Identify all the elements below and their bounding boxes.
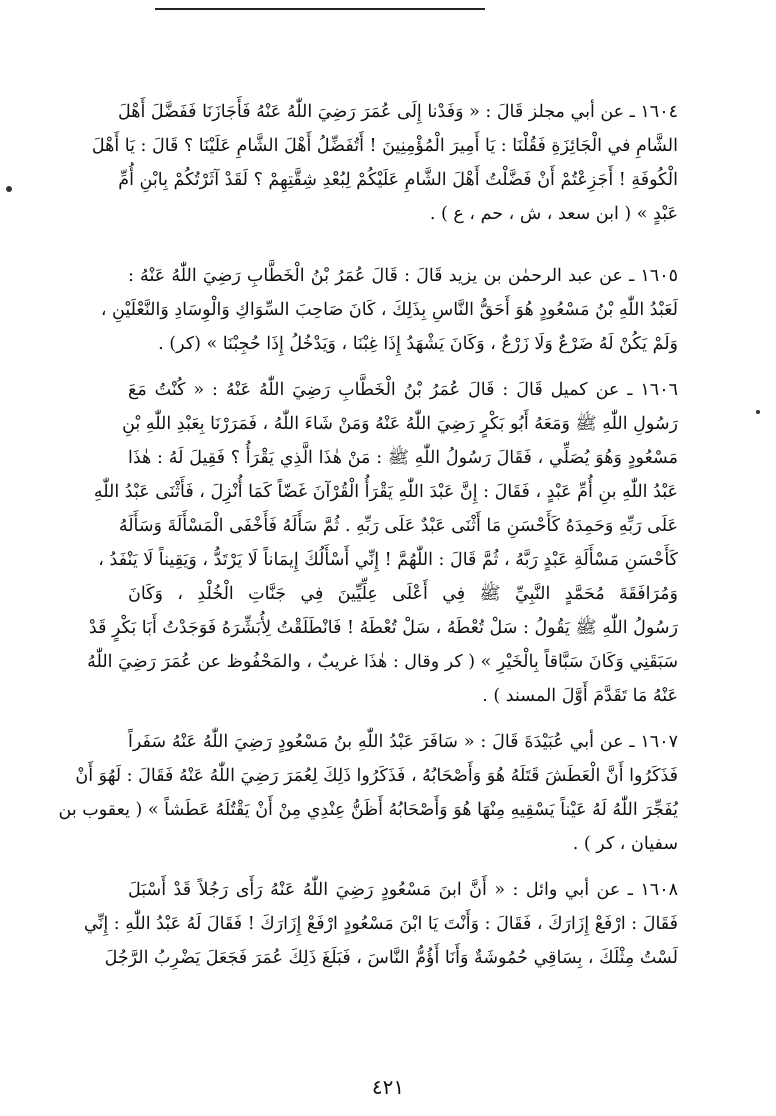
text-line: سَبَقَنِي وَكَانَ سَبَّاقاً بِالْخَيْرِ » ( كر وقال : هٰذَا غريبٌ ، والمَحْفُوظ عن عُمَرَ رَضِيَ اللّٰهُ [87,652,678,672]
text-line: عَبْدُ اللّٰهِ بنِ أُمِّ عَبْدٍ ، فَقَالَ : إِنَّ عَبْدَ اللّٰهِ يَقْرَأُ الْقُرْآنَ غَضّاً كَمَا أُنْزِلَ ، فَأَثْنَى عَبْدُ اللّٰهِ [93,482,678,502]
text-line: عَلَى رَبِّهِ وَحَمِدَهُ كَأَحْسَنِ مَا أَثْنَى عَبْدٌ عَلَى رَبِّهِ . ثُمَّ سَأَلَهُ فَأَخْفَى الْمَسْأَلَةَ وَسَأَلَهُ [118,516,678,536]
text-line: فَذَكَرُوا أَنَّ الْعَطَشَ قَتَلَهُ هُوَ وَأَصْحَابُهُ ، فَذَكَرُوا ذَلِكَ لِعُمَرَ رَضِيَ اللّٰهُ عَنْهُ فَقَالَ : لَهُوَ أَنْ [75,766,678,786]
text-line: سفيان ، كر ) . [572,834,678,854]
margin-mark [6,186,12,192]
text-line: ١٦٠٨ ـ عن أبي وائل : « أَنَّ ابنَ مَسْعُودٍ رَضِيَ اللّٰهُ عَنْهُ رَأَى رَجُلاً قَدْ أَسْبَلَ [128,880,678,900]
entry-1605 [100,259,678,361]
text-line: يُفَجِّرَ اللّٰهُ لَهُ عَيْناً يَسْقِيهِ مِنْهَا هُوَ وَأَصْحَابُهُ أَظَنُّ عِنْدِي مِنْ أَنْ يَقْتُلَهُ عَطَشاً » ( يعقوب بن [58,800,678,820]
text-line: عَنْهُ مَا تَقَدَّمَ أَوَّلَ المسند ) . [482,686,678,706]
text-line: وَمُرَافَقَةَ مُحَمَّدٍ النَّبِيِّ ﷺ فِي أَعْلَى عِلِّيِّينَ فِي جَنَّاتِ الْخُلْدِ ، وَكَانَ [128,584,678,604]
text-line: ١٦٠٤ ـ عن أبي مجلز قَالَ : « وَفَدْنا إِلَى عُمَرَ رَضِيَ اللّٰهُ عَنْهُ فَأَجَازَنَا فَفَضَّلَ أَهْلَ [117,102,678,122]
text-line: فَقَالَ : ارْفَعْ إِزَارَكَ ، فَقَالَ : وَأَنْتَ يَا ابْنَ مَسْعُودٍ ارْفَعْ إِزَارَكَ ! فَقَالَ لَهُ عَبْدُ اللّٰهِ : إِنِّي [83,914,678,934]
entry-1607 [58,725,678,861]
entry-1604 [91,95,678,231]
text-line: لَسْتُ مِثْلَكَ ، بِسَاقِي حُمُوشَةٌ وَأَنَا أَؤُمُّ النَّاسَ ، فَبَلَغَ ذَلِكَ عُمَرَ فَجَعَلَ يَضْرِبُ الرَّجُلَ [104,948,678,968]
text-line: وَلَمْ يَكُنْ لَهُ ضَرْعٌ وَلَا زَرْعٌ ، وَكَانَ يَشْهَدُ إِذَا غِبْنَا ، وَيَدْخُلُ إِذَا حُجِبْنَا » (كر) . [158,334,678,354]
text-line: ١٦٠٧ ـ عن أبي عُبَيْدَةَ قَالَ : « سَافَرَ عَبْدُ اللّٰهِ بنُ مَسْعُودٍ رَضِيَ اللّٰهُ عَنْهُ سَفَراً [128,732,678,752]
margin-mark [756,410,760,414]
text-line: مَسْعُودٍ وَهُوَ يُصَلِّي ، فَقَالَ رَسُولُ اللّٰهِ ﷺ : مَنْ هٰذَا الَّذِي يَقْرَأُ ؟ فَقِيلَ لَهُ : هٰذَا [128,448,678,468]
text-line: كَأَحْسَنِ مَسْأَلَةِ عَبْدٍ رَبَّهُ ، ثُمَّ قَالَ : اللّٰهُمَّ ! إِنِّي أَسْأَلُكَ إِيمَاناً لَا يَرْتَدُّ ، وَيَقِيناً لَا يَنْفَدُ ، [98,550,678,570]
page-number: ٤٢١ [371,1075,405,1099]
entry-1608 [83,873,678,975]
text-line: الْكُوفَةِ ! أَجَزِعْتُمْ أَنْ فَضَّلْتُ أَهْلَ الشَّامِ عَلَيْكُمْ لِبُعْدِ شِقَّتِهِمْ ؟ لَقَدْ آثَرْتُكُمْ بِابْنِ أُمِّ [118,170,678,190]
text-line: لَعَبْدُ اللّٰهِ بْنُ مَسْعُودٍ هُوَ أَحَقُّ النَّاسِ بِذَلِكَ ، كَانَ صَاحِبَ السِّوَاكِ وَالْوِسَادِ وَالنَّعْلَيْنِ ، [100,300,678,320]
top-rule [155,8,485,10]
text-line: ١٦٠٦ ـ عن كميل قَالَ : قَالَ عُمَرُ بْنُ الْخَطَّابِ رَضِيَ اللّٰهُ عَنْهُ : « كُنْتُ مَعَ [128,380,678,400]
text-line: عَبْدٍ » ( ابن سعد ، ش ، حم ، ع ) . [429,204,678,224]
text-line: رَسُولُ اللّٰهِ ﷺ يَقُولُ : سَلْ تُعْطَهُ ، سَلْ تُعْطَهُ ! فَانْطَلَقْتُ لِأُبَشِّرَهُ فَوَجَدْتُ أَبَا بَكْرٍ قَدْ [88,618,678,638]
text-line: الشَّامِ في الْجَائِزَةِ فَقُلْنَا : يَا أَمِيرَ الْمُؤْمِنِينَ ! أَتُفَضِّلُ أَهْلَ الشَّامِ عَلَيْنَا ؟ قَالَ : يَا أَهْلَ [91,136,678,156]
text-line: ١٦٠٥ ـ عن عبد الرحمٰن بن يزيد قَالَ : قَالَ عُمَرُ بْنُ الْخَطَّابِ رَضِيَ اللّٰهُ عَنْهُ : [128,266,678,286]
text-line: رَسُولِ اللّٰهِ ﷺ وَمَعَهُ أَبُو بَكْرٍ رَضِيَ اللّٰهُ عَنْهُ وَمَنْ شَاءَ اللّٰهُ ، فَمَرَرْنَا بِعَبْدِ اللّٰهِ بْنِ [122,414,678,434]
page-text [58,95,678,1025]
entry-1606 [87,373,678,713]
